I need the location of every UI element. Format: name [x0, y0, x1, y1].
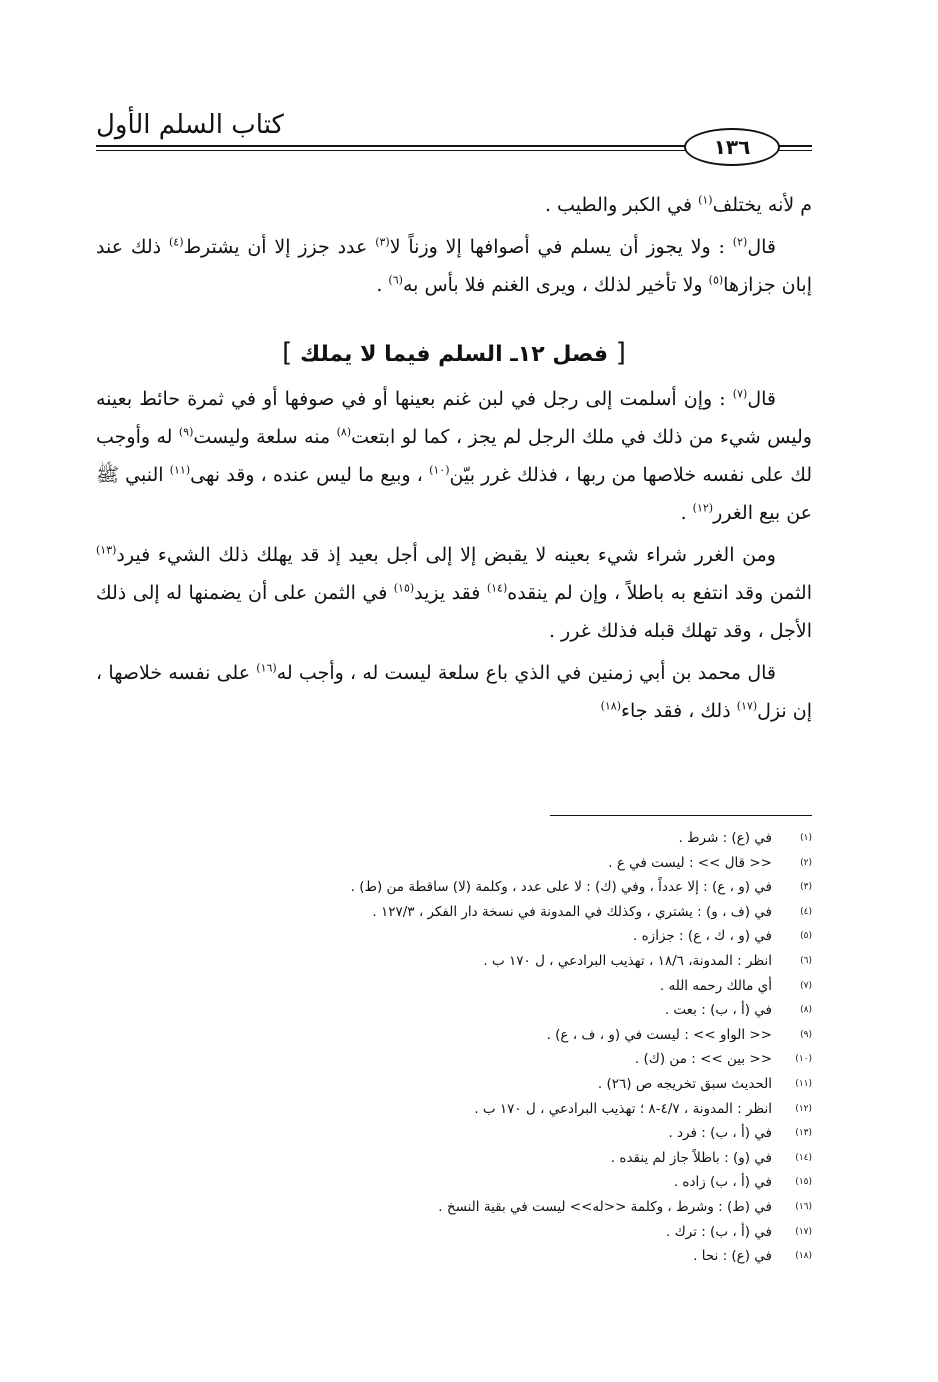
footnote-number: (١٤) [795, 1152, 812, 1163]
footnote-number: (٨) [800, 1005, 812, 1016]
text-span: ذلك ، فقد جاء [621, 700, 737, 722]
footnote-number: (١٦) [795, 1201, 812, 1212]
page-header [96, 100, 812, 160]
footnote-ref[interactable]: (١) [698, 193, 713, 207]
footnote-text: في (أ ، ب) : بعت . [664, 1002, 772, 1019]
footnote-number: (٣) [800, 882, 812, 893]
footnote-text: << بين >> : من (ك) . [634, 1051, 772, 1068]
footnote-item [180, 1195, 812, 1220]
footnote-text: في (ع) : نحا . [693, 1248, 772, 1265]
footnotes [180, 826, 812, 1269]
footnote-number: (٤) [800, 906, 812, 917]
page-number-oval [684, 128, 780, 166]
footnote-ref[interactable]: (١٣) [96, 543, 117, 557]
footnote-ref[interactable]: (٣) [375, 235, 390, 249]
main-text [96, 186, 812, 730]
footnote-item [180, 924, 812, 949]
heading-bracket-close: ] [282, 338, 293, 368]
footnote-number: (٩) [800, 1029, 812, 1040]
paragraph-1 [96, 186, 812, 224]
footnote-ref[interactable]: (١٢) [692, 501, 714, 515]
footnote-ref[interactable]: (١٧) [736, 699, 758, 713]
text-span: قال محمد بن أبي زمنين في الذي باع سلعة ليست له ، وأجب له [276, 662, 777, 684]
footnote-text: في (و) : باطلاً جاز لم ينقده . [610, 1149, 772, 1166]
footnote-ref[interactable]: (٥) [708, 273, 724, 287]
footnote-text: في (ف ، و) : يشتري ، وكذلك في المدونة في نسخة دار الفكر ، ١٢٧/٣ . [372, 903, 772, 920]
footnote-ref[interactable]: (٧) [732, 387, 748, 401]
footnote-ref[interactable]: (١٠) [429, 463, 450, 477]
footnote-number: (١) [800, 833, 812, 843]
footnote-number: (٦) [800, 955, 812, 966]
text-span: . [376, 274, 389, 296]
text-span: م لأنه يختلف [712, 194, 812, 216]
running-title: كتاب السلم الأول [96, 110, 284, 140]
footnote-item [180, 974, 812, 999]
text-span: ذلك عند إبان جزازها [96, 236, 812, 296]
section-heading [96, 334, 812, 374]
footnote-item [180, 1146, 812, 1171]
footnote-number: (١٨) [795, 1251, 812, 1262]
footnote-ref[interactable]: (١٤) [486, 581, 508, 595]
footnote-text: في (ط) : وشرط ، وكلمة <<له>> ليست في بقية النسخ . [438, 1198, 772, 1215]
footnote-separator [550, 815, 812, 816]
footnote-ref[interactable]: (٦) [388, 273, 403, 287]
footnote-item [180, 1072, 812, 1097]
footnote-item [180, 949, 812, 974]
footnote-number: (١٠) [795, 1054, 812, 1065]
footnote-text: في (و ، ك ، ع) : جزازه . [633, 928, 772, 945]
text-span: قال [747, 236, 776, 258]
text-span: ولا تأخير لذلك ، ويرى الغنم فلا بأس به [402, 274, 709, 296]
footnote-item [180, 1170, 812, 1195]
footnote-item [180, 998, 812, 1023]
footnote-item [180, 826, 812, 851]
text-span: قال [747, 388, 776, 410]
text-span: في الثمن على أن يضمنها له إلى ذلك الأجل ، وقد تهلك قبله فذلك غرر . [96, 582, 812, 642]
footnote-text: في (أ ، ب) : ترك . [666, 1223, 772, 1240]
footnote-text: << الواو >> : ليست في (و ، ف ، ع) . [546, 1026, 772, 1043]
footnote-ref[interactable]: (١١) [169, 463, 191, 477]
text-span: ومن الغرر شراء شيء بعينه لا يقبض إلا إلى أجل بعيد إذ قد يهلك ذلك الشيء فيرد [116, 544, 776, 566]
text-span: في الكبر والطيب . [544, 194, 699, 216]
text-span: على نفسه خلاصها ، إن نزل [96, 662, 812, 722]
section-title: فصل ١٢ـ السلم فيما لا يملك [299, 342, 609, 367]
footnote-ref[interactable]: (١٨) [600, 699, 622, 713]
paragraph-4 [96, 536, 812, 650]
footnote-text: في (أ ، ب) : فرد . [668, 1125, 772, 1142]
footnote-number: (١٥) [795, 1177, 812, 1188]
footnote-ref[interactable]: (٩) [178, 425, 194, 439]
text-span: منه سلعة وليست [193, 426, 337, 448]
text-span: : ولا يجوز أن يسلم في أصوافها إلا وزناً لا [389, 236, 733, 258]
footnote-ref[interactable]: (١٦) [256, 661, 277, 675]
text-span: : وإن أسلمت إلى رجل في لبن غنم بعينها أو في صوفها أو في ثمرة حائط بعينه وليس شيء من ذلك في ملك الرجل لم يجز ، كما لو ابتعت [96, 388, 812, 448]
footnote-item [180, 1121, 812, 1146]
heading-bracket-open: [ [615, 338, 626, 368]
footnote-item [180, 875, 812, 900]
footnote-item [180, 1244, 812, 1269]
footnote-ref[interactable]: (٤) [168, 235, 184, 249]
footnote-number: (٥) [800, 931, 812, 942]
footnote-text: في (و ، ع) : إلا عدداً ، وفي (ك) : لا على عدد ، وكلمة (لا) ساقطة من (ط) . [350, 879, 772, 896]
footnote-text: << قال >> : ليست في ع . [608, 854, 772, 871]
text-span: النبي ﷺ عن بيع الغرر [96, 464, 812, 524]
footnote-item [180, 851, 812, 876]
footnote-ref[interactable]: (٢) [732, 235, 748, 249]
paragraph-3 [96, 380, 812, 532]
footnote-item [180, 1023, 812, 1048]
footnote-text: الحديث سبق تخريجه ص (٢٦) . [597, 1075, 772, 1092]
footnote-item [180, 1220, 812, 1245]
footnote-number: (٢) [800, 857, 812, 868]
footnote-text: انظر : المدونة ، ٤/٧-٨ ؛ تهذيب البرادعي ، ل ١٧٠ ب . [474, 1100, 772, 1117]
footnote-item [180, 900, 812, 925]
text-span: الثمن وقد انتفع به باطلاً ، وإن لم ينقده [507, 582, 812, 604]
paragraph-2 [96, 228, 812, 304]
footnote-text: في (أ ، ب) زاده . [673, 1174, 772, 1191]
text-span: فقد يزيد [414, 582, 487, 604]
footnote-item [180, 1097, 812, 1122]
footnote-text: انظر : المدونة، ١٨/٦ ، تهذيب البرادعي ، ل ١٧٠ ب . [483, 952, 772, 969]
paragraph-5 [96, 654, 812, 730]
footnote-ref[interactable]: (٨) [336, 425, 352, 439]
text-span: له وأوجب لك على نفسه خلاصها من ربها ، فذلك غرر بيّن [96, 426, 813, 486]
text-span: عدد جزز إلا أن يشترط [183, 236, 376, 258]
text-span: ، وبيع ما ليس عنده ، وقد نهى [190, 464, 430, 486]
footnote-number: (١٧) [795, 1226, 812, 1237]
footnote-number: (١٣) [795, 1128, 812, 1139]
footnote-text: أي مالك رحمه الله . [659, 977, 772, 994]
footnote-number: (٧) [800, 980, 812, 991]
page-number: ١٣٦ [713, 135, 751, 159]
footnote-ref[interactable]: (١٥) [393, 581, 415, 595]
footnote-number: (١١) [795, 1078, 812, 1089]
text-span: . [680, 502, 693, 524]
footnote-item [180, 1047, 812, 1072]
footnote-text: في (ع) : شرط . [678, 830, 772, 846]
footnote-number: (١٢) [795, 1103, 812, 1114]
